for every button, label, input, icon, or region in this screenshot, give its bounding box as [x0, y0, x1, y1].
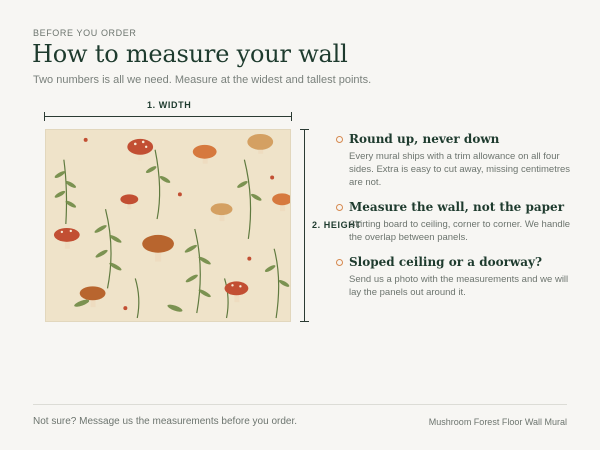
eyebrow-label: BEFORE YOU ORDER — [33, 28, 137, 38]
tips-list — [336, 132, 571, 310]
page-subtitle: Two numbers is all we need. Measure at the widest and tallest points. — [33, 74, 372, 86]
product-name: Mushroom Forest Floor Wall Mural — [428, 417, 567, 427]
tip-body: Every mural ships with a trim allowance on all four sides. Extra is easy to cut away, missing centimetres are not. — [349, 151, 571, 188]
height-dimension-line — [304, 129, 305, 322]
page-title: How to measure your wall — [32, 40, 348, 68]
footer-divider — [33, 404, 567, 405]
tip-title: Sloped ceiling or a doorway? — [349, 255, 543, 269]
width-dimension-line — [44, 116, 292, 117]
bullet-icon — [336, 259, 343, 266]
tip-title: Measure the wall, not the paper — [349, 200, 565, 214]
tip-title: Round up, never down — [349, 132, 500, 146]
tip-item — [336, 132, 571, 189]
tip-body: Send us a photo with the measurements and we will lay the panels out around it. — [349, 274, 569, 298]
mural-preview-image — [45, 129, 291, 322]
height-label: 2. HEIGHT — [312, 220, 362, 230]
footer-note: Not sure? Message us the measurements before you order. — [33, 416, 298, 427]
tip-body: Skirting board to ceiling, corner to corner. We handle the overlap between panels. — [349, 219, 571, 243]
bullet-icon — [336, 204, 343, 211]
tip-item — [336, 200, 571, 244]
bullet-icon — [336, 136, 343, 143]
width-label: 1. WIDTH — [147, 100, 192, 110]
mushroom-pattern-illustration — [46, 130, 290, 321]
tip-item — [336, 255, 571, 299]
